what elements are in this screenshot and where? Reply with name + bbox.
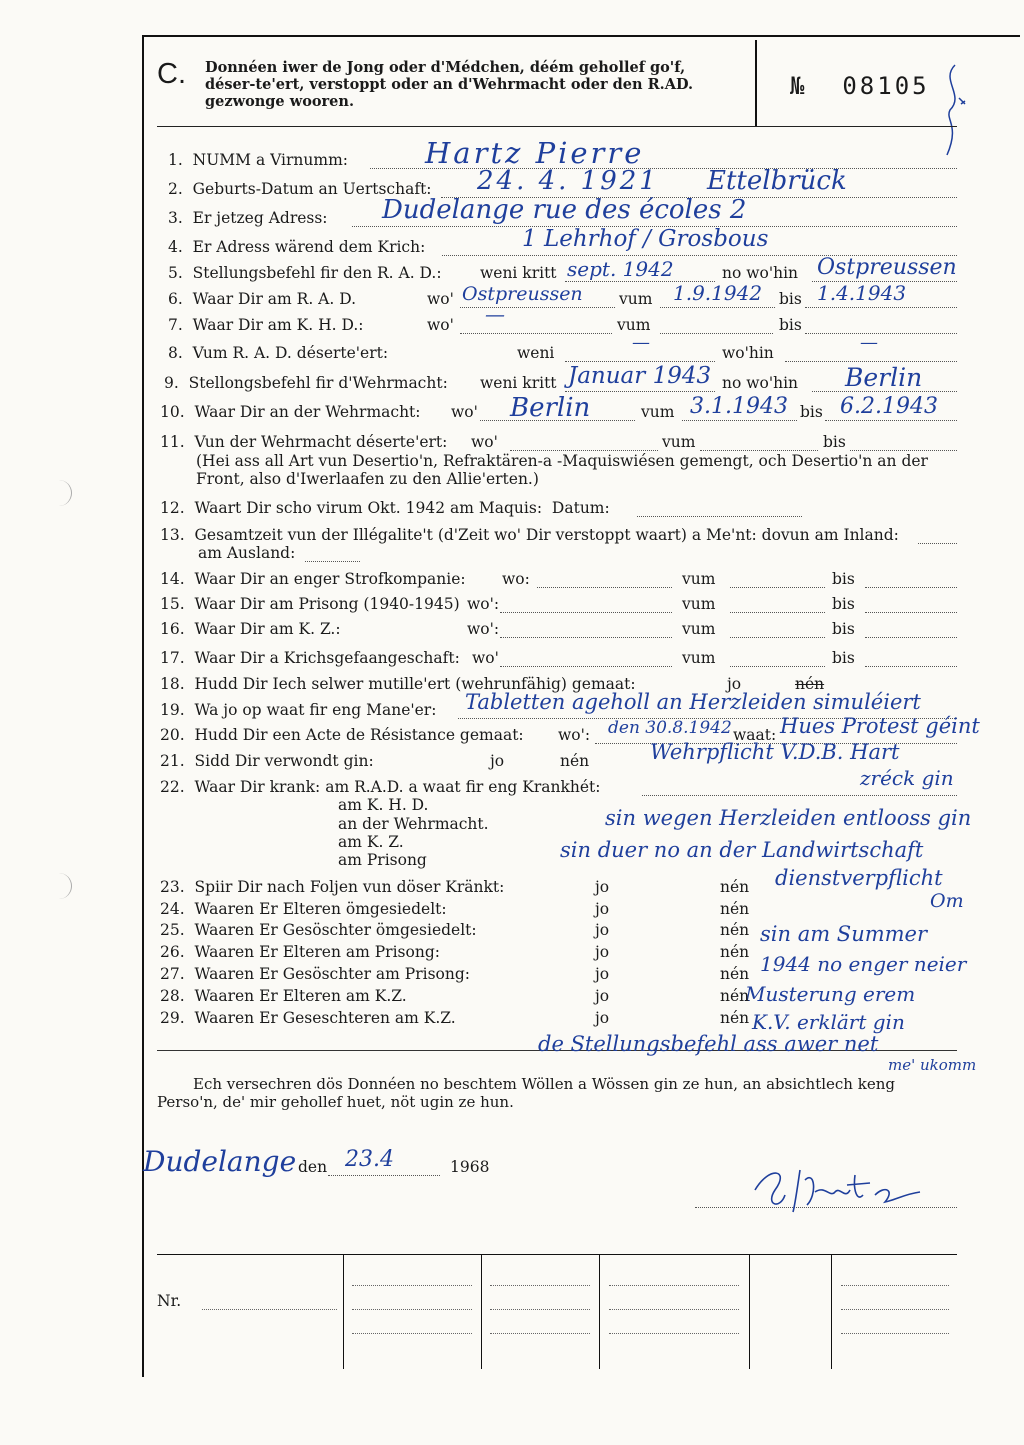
desert-rad-dash-handwritten: — [632, 332, 650, 353]
label-am-prisong: am Prisong [338, 851, 427, 869]
row-number: 2. [168, 180, 183, 198]
option-nen: nén [720, 943, 750, 961]
row-number: 4. [168, 238, 183, 256]
row-number: 16. [160, 620, 185, 638]
row-29 [160, 1009, 456, 1027]
label-weni: weni [517, 344, 555, 362]
row-22 [160, 778, 600, 796]
row-number: 3. [168, 209, 183, 227]
row-number: 5. [168, 264, 183, 282]
fill-line [490, 1309, 590, 1310]
fill-line [841, 1333, 949, 1334]
row-26 [160, 943, 440, 961]
birth-place-handwritten: Ettelbrück [707, 166, 847, 196]
label-am-ausland: am Ausland: [198, 544, 296, 562]
row-label: Waar Dir am K. H. D.: [192, 316, 364, 334]
option-jo: jo [727, 675, 742, 693]
label-no-wohin: no wo'hin [722, 374, 799, 392]
option-nen: nén [720, 878, 750, 896]
fill-line [609, 1309, 739, 1310]
row-number: 8. [168, 344, 183, 362]
label-vum: vum [617, 316, 651, 334]
row-number: 14. [160, 570, 185, 588]
row-label: Sidd Dir verwondt gin: [194, 752, 374, 770]
label-vum: vum [682, 649, 716, 667]
row-number: 6. [168, 290, 183, 308]
label-weni-kritt: weni kritt [480, 264, 557, 282]
row-19 [160, 701, 436, 719]
row-number: 28. [160, 987, 185, 1005]
handwritten-kv-erklaert: K.V. erklärt gin [752, 1010, 905, 1034]
row-label: Gesamtzeit vun der Illégalite't (d'Zeit wo' Dir verstoppt waart) a Me'nt: dovun am Inland: [194, 526, 899, 544]
fill-line [609, 1285, 739, 1286]
option-jo: jo [595, 965, 610, 983]
khd-dash-handwritten: — [485, 302, 505, 326]
label-bis: bis [779, 290, 802, 308]
handwritten-om: Om [930, 890, 964, 912]
table-divider [599, 1255, 600, 1369]
rad-order-date-handwritten: sept. 1942 [567, 257, 674, 281]
row-number: 19. [160, 701, 185, 719]
rad-to-handwritten: 1.4.1943 [817, 281, 907, 305]
illness-line2-handwritten: sin wegen Herzleiden entlooss gin [605, 806, 972, 830]
option-jo: jo [595, 987, 610, 1005]
row-label: Waart Dir scho virum Okt. 1942 am Maquis: [194, 499, 543, 517]
row-27 [160, 965, 470, 983]
row-label: Hudd Dir Iech selwer mutille'ert (wehrunfähig) gemaat: [194, 675, 636, 693]
handwritten-sin-am-summer: sin am Summer [760, 922, 928, 946]
row-label: Stellongsbefehl fir d'Wehrmacht: [188, 374, 448, 392]
row-11 [160, 433, 447, 451]
table-divider [831, 1255, 832, 1369]
row-label: Waaren Er Elteren am K.Z. [194, 987, 407, 1005]
row-label: Waar Dir am R. A. D. [192, 290, 357, 308]
fill-line [490, 1285, 590, 1286]
wehrmacht-from-handwritten: 3.1.1943 [690, 394, 788, 419]
fill-line [730, 666, 825, 667]
label-wohin: wo'hin [722, 344, 774, 362]
option-jo: jo [595, 878, 610, 896]
table-divider [481, 1255, 482, 1369]
fill-line [918, 543, 957, 544]
label-weni-kritt: weni kritt [480, 374, 557, 392]
row-label: Waaren Er Elteren ömgesiedelt: [194, 900, 447, 918]
fill-line [865, 587, 957, 588]
row-label: Wa jo op waat fir eng Mane'er: [194, 701, 437, 719]
row-13 [160, 526, 899, 544]
illness-handwritten: zréck gin [860, 766, 954, 790]
label-bis: bis [779, 316, 802, 334]
row-number: 24. [160, 900, 185, 918]
label-vum: vum [641, 403, 675, 421]
label-vum: vum [662, 433, 696, 451]
row-7 [168, 316, 363, 334]
row-number: 25. [160, 921, 185, 939]
consequences-handwritten: dienstverpflicht [775, 866, 943, 890]
label-nr: Nr. [157, 1292, 182, 1310]
fill-line [805, 333, 957, 334]
fill-line [841, 1285, 949, 1286]
fill-line [730, 637, 825, 638]
row-number: 15. [160, 595, 185, 613]
label-vum: vum [682, 570, 716, 588]
form-title: Donnéen iwer de Jong oder d'Médchen, déém gehollef go'f, déser-te'ert, verstoppt oder an d'Wehrmacht oder den R.AD. gezwonge wooren. [205, 59, 694, 110]
fill-line [865, 637, 957, 638]
desertion-note-line1: (Hei ass all Art vun Desertio'n, Refraktären-a -Maquiswiésen gemengt, och Desertio'n an der [196, 452, 928, 470]
fill-line [490, 1333, 590, 1334]
method-handwritten: Tabletten ageholl an Herzleiden simuléiert [465, 690, 921, 714]
row-label: Waar Dir an enger Strofkompanie: [194, 570, 466, 588]
label-wo: wo': [467, 620, 500, 638]
row-number: 7. [168, 316, 183, 334]
row-label: Waar Dir a Krichsgefaangeschaft: [194, 649, 460, 667]
row-number: 23. [160, 878, 185, 896]
option-nen: nén [560, 752, 590, 770]
option-nen: nén [720, 900, 750, 918]
label-den: den [298, 1158, 328, 1176]
row-label: Er Adress wärend dem Krich: [192, 238, 426, 256]
row-28 [160, 987, 407, 1005]
fill-line [460, 333, 612, 334]
fill-line [660, 307, 775, 308]
fill-line [805, 307, 957, 308]
fill-line [510, 450, 658, 451]
label-no-wohin: no wo'hin [722, 264, 799, 282]
rad-from-handwritten: 1.9.1942 [673, 281, 763, 305]
row-4 [168, 238, 425, 256]
row-5 [168, 264, 442, 282]
row-number: 29. [160, 1009, 185, 1027]
fill-line [352, 1285, 472, 1286]
signature-year: 1968 [450, 1158, 490, 1176]
fill-line [865, 666, 957, 667]
label-vum: vum [682, 595, 716, 613]
declaration-line1: Ech versechren dös Donnéen no beschtem Wöllen a Wössen gin ze hun, an absichtlech keng [193, 1075, 895, 1093]
resistance-date-handwritten: den 30.8.1942 [608, 718, 732, 738]
signature-place-handwritten: Dudelange [143, 1145, 297, 1178]
row-label: Waar Dir an der Wehrmacht: [194, 403, 421, 421]
label-an-der-wehrmacht: an der Wehrmacht. [338, 815, 489, 833]
wehrmacht-destination-handwritten: Berlin [845, 363, 923, 392]
row-17 [160, 649, 460, 667]
fill-line [865, 612, 957, 613]
label-waat: waat: [733, 726, 777, 744]
resistance-act-handwritten: Hues Protest géint [780, 714, 980, 738]
header-divider [755, 40, 757, 126]
fill-line [460, 307, 615, 308]
fill-line [825, 420, 957, 421]
row-label: Stellungsbefehl fir den R. A. D.: [192, 264, 442, 282]
fill-line [642, 795, 957, 796]
wehrmacht-to-handwritten: 6.2.1943 [840, 394, 938, 419]
row-14 [160, 570, 466, 588]
wehrmacht-place-handwritten: Berlin [510, 393, 591, 423]
desert-rad-dash2-handwritten: — [860, 332, 878, 353]
fill-line [565, 391, 715, 392]
row-label: Geburts-Datum an Uertschaft: [192, 180, 432, 198]
row-15 [160, 595, 460, 613]
fill-line [660, 333, 773, 334]
fill-line [352, 1333, 472, 1334]
fill-line [682, 420, 797, 421]
paraph-mark [935, 60, 975, 160]
row-label: Vum R. A. D. déserte'ert: [192, 344, 389, 362]
row-9 [164, 374, 448, 392]
illness-line3-handwritten: sin duer no an der Landwirtschaft [560, 838, 924, 862]
row-label: Waaren Er Geseschteren am K.Z. [194, 1009, 456, 1027]
row-number: 21. [160, 752, 185, 770]
declaration-line2: Perso'n, de' mir gehollef huet, nöt ugin ze hun. [157, 1093, 514, 1111]
fill-line [785, 361, 957, 362]
row-label: NUMM a Virnumm: [192, 151, 348, 169]
label-bis: bis [832, 570, 855, 588]
fill-line [637, 516, 802, 517]
label-wo: wo' [427, 316, 454, 334]
option-jo: jo [490, 752, 505, 770]
label-bis: bis [823, 433, 846, 451]
row-number: 10. [160, 403, 185, 421]
form-number [790, 72, 930, 100]
label-bis: bis [832, 595, 855, 613]
fill-line [305, 561, 360, 562]
wehrmacht-order-date-handwritten: Januar 1943 [568, 363, 712, 389]
war-address-handwritten: 1 Lehrhof / Grosbous [522, 226, 769, 252]
row-number: 11. [160, 433, 185, 451]
label-wo: wo' [427, 290, 454, 308]
fill-line [500, 666, 672, 667]
fill-line [565, 361, 715, 362]
fill-line [202, 1309, 337, 1310]
fill-line [537, 587, 672, 588]
fill-line [500, 612, 672, 613]
row-number: 22. [160, 778, 185, 796]
row-24 [160, 900, 447, 918]
desertion-note-line2: Front, also d'Iwerlaafen zu den Allie'erten.) [196, 470, 539, 488]
label-wo: wo': [558, 726, 591, 744]
label-wo: wo': [467, 595, 500, 613]
fill-line [500, 637, 672, 638]
fill-line [700, 450, 818, 451]
row-20 [160, 726, 524, 744]
row-number: 1. [168, 151, 183, 169]
row-label: Vun der Wehrmacht déserte'ert: [194, 433, 448, 451]
name-handwritten: Hartz Pierre [425, 136, 645, 170]
option-jo: jo [595, 1009, 610, 1027]
fill-line [328, 1175, 440, 1176]
row-3 [168, 209, 328, 227]
fill-line [730, 587, 825, 588]
label-wo: wo' [471, 433, 498, 451]
fill-line [841, 1309, 949, 1310]
handwritten-musterung: Musterung erem [745, 982, 916, 1006]
birth-date-handwritten: 24. 4. 1921 [477, 166, 659, 196]
label-vum: vum [682, 620, 716, 638]
row-number: 26. [160, 943, 185, 961]
handwritten-stellungsbefehl: de Stellungsbefehl ass awer net [538, 1032, 879, 1056]
row-25 [160, 921, 477, 939]
label-am-kz: am K. Z. [338, 833, 404, 851]
option-nen-crossed: nén [795, 675, 825, 693]
section-letter: C. [157, 58, 186, 90]
row-label: Waaren Er Elteren am Prisong: [194, 943, 440, 961]
row-number: 27. [160, 965, 185, 983]
row-label: Er jetzeg Adress: [192, 209, 328, 227]
row-10 [160, 403, 421, 421]
option-jo: jo [595, 943, 610, 961]
row-label: Waar Dir am K. Z.: [194, 620, 341, 638]
option-jo: jo [595, 900, 610, 918]
row-16 [160, 620, 341, 638]
address-handwritten: Dudelange rue des écoles 2 [382, 195, 747, 225]
handwritten-1944: 1944 no enger neier [760, 952, 967, 976]
row-label: Waaren Er Gesöschter am Prisong: [194, 965, 470, 983]
row-label: Spiir Dir nach Foljen vun döser Kränkt: [194, 878, 505, 896]
header-rule [157, 126, 957, 127]
row-23 [160, 878, 504, 896]
fill-line [730, 612, 825, 613]
row-number: 17. [160, 649, 185, 667]
signature-date-handwritten: 23.4 [345, 1147, 394, 1172]
table-divider [749, 1255, 750, 1369]
row-21 [160, 752, 374, 770]
fill-line [609, 1333, 739, 1334]
table-divider [343, 1255, 344, 1369]
registry-table [157, 1254, 957, 1369]
option-nen: nén [720, 987, 750, 1005]
option-nen: nén [720, 965, 750, 983]
label-vum: vum [619, 290, 653, 308]
wounded-handwritten: Wehrpflicht V.D.B. Hart [650, 740, 900, 764]
option-nen: nén [720, 1009, 750, 1027]
option-jo: jo [595, 921, 610, 939]
row-6 [168, 290, 356, 308]
row-number: 20. [160, 726, 185, 744]
label-wo: wo: [502, 570, 530, 588]
label-wo: wo' [451, 403, 478, 421]
row-12 [160, 499, 610, 517]
signature-image [745, 1150, 945, 1230]
fill-line [850, 450, 957, 451]
row-label: Waar Dir am Prisong (1940-1945) [194, 595, 460, 613]
label-bis: bis [832, 620, 855, 638]
label-bis: bis [800, 403, 823, 421]
row-number: 13. [160, 526, 185, 544]
row-number: 9. [164, 374, 179, 392]
label-wo: wo' [472, 649, 499, 667]
label-bis: bis [832, 649, 855, 667]
fill-line [352, 1309, 472, 1310]
row-1 [168, 151, 348, 169]
label-am-khd: am K. H. D. [338, 796, 429, 814]
punch-hole [55, 873, 72, 899]
rad-destination-handwritten: Ostpreussen [817, 255, 957, 280]
option-nen: nén [720, 921, 750, 939]
number-value: 08105 [842, 72, 930, 100]
label-datum: Datum: [551, 499, 610, 517]
handwritten-margin-note: me' ukomm [888, 1056, 977, 1074]
number-symbol: № [790, 72, 808, 100]
row-number: 12. [160, 499, 185, 517]
punch-hole [55, 480, 72, 506]
row-label: Waar Dir krank: am R.A.D. a waat fir eng Krankhét: [194, 778, 601, 796]
row-label: Waaren Er Gesöschter ömgesiedelt: [194, 921, 477, 939]
row-label: Hudd Dir een Acte de Résistance gemaat: [194, 726, 524, 744]
row-8 [168, 344, 388, 362]
rad-place-handwritten: Ostpreussen [462, 283, 583, 305]
row-number: 18. [160, 675, 185, 693]
